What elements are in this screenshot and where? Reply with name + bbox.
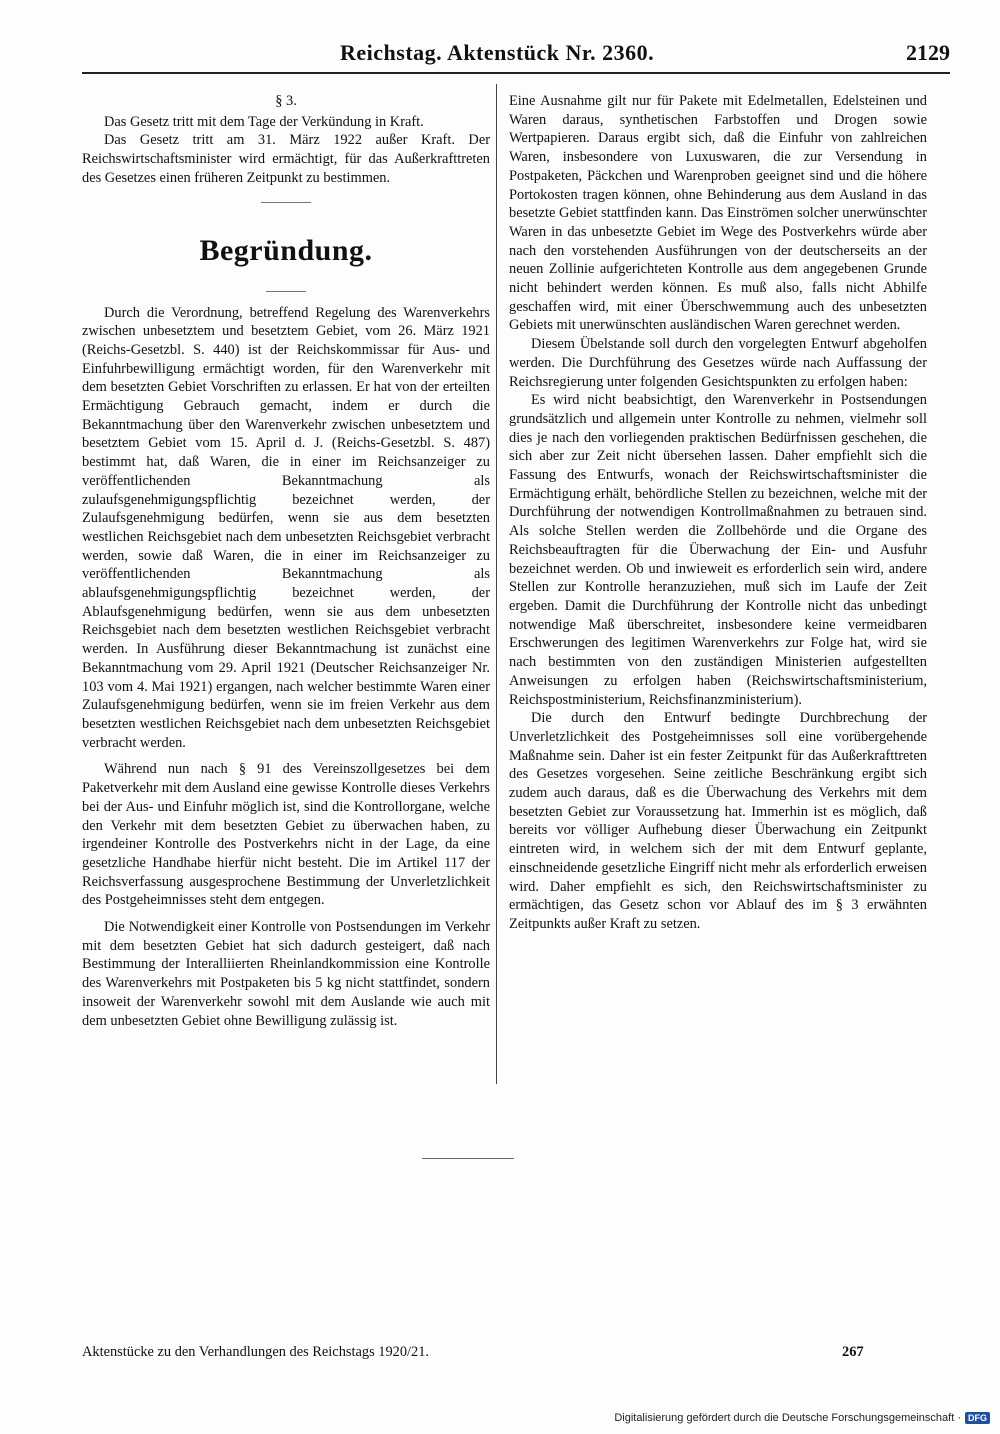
- signature-number: 267: [842, 1344, 864, 1360]
- separator: [266, 291, 306, 292]
- paragraph: Eine Ausnahme gilt nur für Pakete mit Edelmetallen, Edelsteinen und Waren daraus, synthetischen Farbstoffen und Drogen sowie Wertpapieren. Daraus ergibt sich, daß die Einfuhr von zahlreichen Waren, insbesondere von Luxuswaren, die zur Versendung in Postpaketen, Päckchen und Warenproben geeignet sind und die höhere Portokosten tragen können, ohne Behinderung aus dem Ausland in das besetzte Gebiet stattfinden kann. Das Einströmen solcher unerwünschter Waren in das unbesetzte Gebiet im Wege des Postverkehrs würde aber nach den vorstehenden Ausführungen von der deutscherseits an der neuen Zollinie aufgerichteten Kontrolle aus dem angegebenen Grunde nicht behindert werden können. Es muß also, falls nicht Abhilfe geschaffen wird, mit einer Überschwemmung auch des unbesetzten Gebiets mit unerwünschten ausländischen Waren gerechnet werden.: [509, 93, 927, 334]
- paragraph: Es wird nicht beabsichtigt, den Warenverkehr in Postsendungen grundsätzlich und allgemein unter Kontrolle zu nehmen, vielmehr soll dies je nach den vorliegenden praktischen Bedürfnissen geschehen, die sich aber zur Zeit nicht übersehen lassen. Daher empfiehlt sich die Fassung des Entwurfs, wonach der Reichswirtschaftsminister die Ermächtigung erhält, behördliche Stellen zu bezeichnen, welche mit der Durchführung der notwendigen Kontrollmaßnahmen zu betrauen sind. Als solche Stellen werden die Zollbehörde und die Organe des Reichsbeauftragten für die Überwachung der Ein- und Ausfuhr bezeichnet werden. Ob und inwieweit es erforderlich sein wird, andere Stellen zur Kontrolle heranzuziehen, muß sich im Laufe der Zeit ergeben. Damit die Durchführung der Kontrolle nicht das unbedingt notwendige Maß überschreitet, insbesondere keine vermeidbaren Erschwerungen des legitimen Warenverkehrs zur Folge hat, wird sie nach bestimmten von den zuständigen Ministerien aufgestellten Anweisungen zu erfolgen haben (Reichswirtschaftsministerium, Reichspostministerium, Reichsfinanzministerium).: [509, 392, 927, 708]
- end-rule: [422, 1158, 514, 1159]
- page-number: 2129: [906, 40, 950, 65]
- column-divider: [496, 84, 497, 1084]
- dfg-logo-icon: DFG: [965, 1412, 990, 1424]
- section-heading: Begründung.: [199, 233, 373, 267]
- running-header: [340, 40, 950, 72]
- running-title: Reichstag. Aktenstück Nr. 2360.: [340, 40, 655, 65]
- paragraph: Diesem Übelstande soll durch den vorgelegten Entwurf abgeholfen werden. Die Durchführung des Gesetzes würde nach Auffassung der Reichsregierung unter folgenden Gesichtspunkten zu erfolgen haben:: [509, 336, 927, 390]
- paragraph: Durch die Verordnung, betreffend Regelung des Warenverkehrs zwischen unbesetztem und besetztem Gebiet, vom 26. März 1921 (Reichs-Gesetzbl. S. 440) ist der Reichskommissar für Aus- und Einfuhrbewilligung ermächtigt worden, für den Warenverkehr mit dem besetzten Gebiet Vorschriften zu erlassen. Er hat von der erteilten Ermächtigung Gebrauch gemacht, indem er durch die Bekanntmachung über den Warenverkehr zwischen unbesetztem und besetztem Gebiet vom 15. April d. J. (Reichs-Gesetzbl. S. 487) bestimmt hat, daß Waren, die in einer im Reichsanzeiger zu veröffentlichenden Bekanntmachung als zulaufsgenehmigungspflichtig bezeichnet werden, der Zulaufsgenehmigung bedürfen, wenn sie aus dem besetzten westlichen Reichsgebiet nach dem unbesetzten Reichsgebiet verbracht werden, sowie daß Waren, die in einer im Reichsanzeiger zu veröffentlichenden Bekanntmachung als ablaufsgenehmigungspflichtig bezeichnet werden, der Ablaufsgenehmigung bedürfen, wenn sie aus dem unbesetzten Reichsgebiet nach dem besetzten westlichen Reichsgebiet verbracht werden. In Ausführung dieser Bekanntmachung ist zunächst eine Bekanntmachung vom 29. April 1921 (Deutscher Reichsanzeiger Nr. 103 vom 4. Mai 1921) ergangen, nach welcher bestimmte Waren einer Zulaufsgenehmigung bedürfen, wenn sie im freien Verkehr aus dem besetzten westlichen Reichsgebiet nach dem unbesetzten Reichsgebiet verbracht werden.: [82, 304, 490, 751]
- paragraph: Während nun nach § 91 des Vereinszollgesetzes bei dem Paketverkehr mit dem Ausland eine gewisse Kontrolle dieses Verkehrs bei der Aus- und Einfuhr möglich ist, sind die Kontrollorgane, welche den Verkehr mit dem besetzten Gebiet zu überwachen haben, zu irgendeiner Kontrolle des Postverkehrs nicht in der Lage, da eine gesetzliche Handhabe hierfür nicht besteht. Die im Artikel 117 der Reichsverfassung ausgesprochene Bestimmung der Unverletzlichkeit des Postgeheimnisses steht dem entgegen.: [82, 761, 490, 909]
- header-rule: [82, 72, 950, 74]
- separator: [261, 202, 311, 203]
- footer-title: Aktenstücke zu den Verhandlungen des Reichstags 1920/21.: [82, 1344, 430, 1360]
- section-mark: § 3.: [275, 93, 297, 109]
- paragraph: Das Gesetz tritt am 31. März 1922 außer Kraft. Der Reichswirtschaftsminister wird ermächtigt, für das Außerkrafttreten des Gesetzes einen früheren Zeitpunkt zu bestimmen.: [82, 132, 490, 186]
- credit-text: Digitalisierung gefördert durch die Deutsche Forschungsgemeinschaft ·: [614, 1412, 961, 1424]
- paragraph: Die Notwendigkeit einer Kontrolle von Postsendungen im Verkehr mit dem besetzten Gebiet hat sich dadurch gesteigert, daß nach Bestimmung der Interalliierten Rheinlandkommission eine Kontrolle des Warenverkehrs mit Postpaketen bis 5 kg nicht stattfindet, sondern insoweit der Warenverkehr sowohl mit dem Auslande wie auch mit dem unbesetzten Gebiet ohne Bewilligung zulässig ist.: [82, 919, 490, 1029]
- paragraph: Die durch den Entwurf bedingte Durchbrechung der Unverletzlichkeit des Postgeheimnisses soll eine vorübergehende Maßnahme sein. Daher ist ein fester Zeitpunkt für das Außerkrafttreten des Gesetzes vorgesehen. Seine zeitliche Beschränkung ergibt sich zudem auch daraus, daß es die Überwachung des Verkehrs mit dem besetzten Gebiet zur Voraussetzung hat. Immerhin ist es möglich, daß bereits vor völliger Aufhebung dieser Überwachung ein Zeitpunkt eintreten wird, in welchem sich der mit dem Entwurf geplante, einschneidende gesetzliche Eingriff nicht mehr als erforderlich erweisen wird. Daher empfiehlt es sich, den Reichswirtschaftsminister zu ermächtigen, das Gesetz schon vor Ablauf des im § 3 erwähnten Zeitpunkts außer Kraft zu setzen.: [509, 710, 927, 932]
- right-column: [509, 92, 927, 934]
- paragraph: Das Gesetz tritt mit dem Tage der Verkündung in Kraft.: [104, 113, 424, 130]
- left-column: [82, 92, 490, 1030]
- digitization-credit: [614, 1412, 990, 1424]
